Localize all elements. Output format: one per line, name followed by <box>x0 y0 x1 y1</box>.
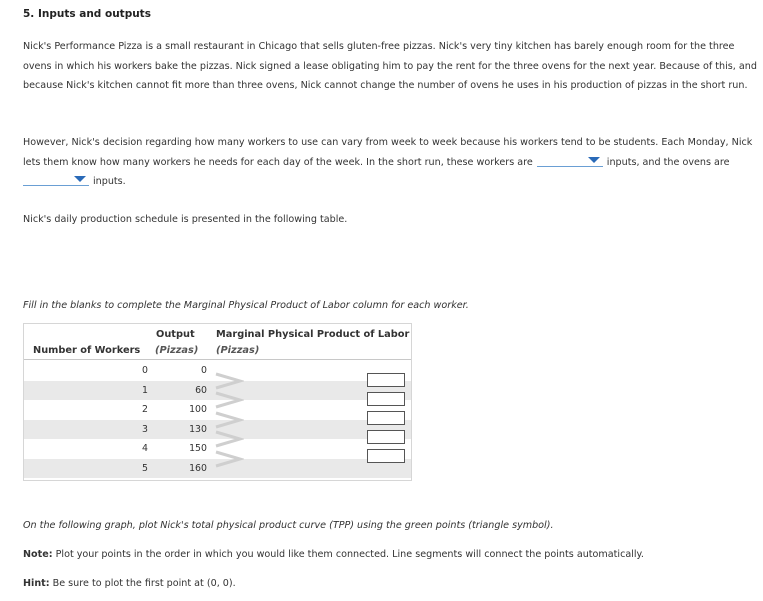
paragraph-workers-text-3: inputs. <box>93 176 126 187</box>
mpp-input-worker-2[interactable] <box>367 392 405 406</box>
graph-instruction: On the following graph, plot Nick's total physical product curve (TPP) using the green points (triangle symbol). <box>23 520 554 531</box>
output-value: 0 <box>201 365 207 376</box>
note-text: Plot your points in the order in which you would like them connected. Line segments will connect the points automatically. <box>55 549 644 560</box>
workers-value: 2 <box>142 404 148 415</box>
workers-value: 5 <box>142 462 148 474</box>
production-table <box>23 323 412 481</box>
mpp-input-worker-1[interactable] <box>367 373 405 387</box>
mpp-input-worker-5[interactable] <box>367 449 405 463</box>
chevron-right-icon <box>214 450 244 468</box>
caret-down-icon[interactable] <box>588 157 600 163</box>
paragraph-ovens: Nick's Performance Pizza is a small restaurant in Chicago that sells gluten-free pizzas. Nick's very tiny kitchen has barely enough room for the three ovens in which his workers bake the pizzas. Nick signed a lease obligating him to pay the rent for the three ovens for the next year. Because of this, and because Nick's kitchen cannot fit more than three ovens, Nick cannot change the number of ovens he uses in his production of pizzas in the short run. <box>23 41 757 91</box>
table-instruction: Fill in the blanks to complete the Marginal Physical Product of Labor column for each worker. <box>23 300 469 311</box>
header-mpp: Marginal Physical Product of Labor <box>216 329 410 340</box>
workers-input-type-dropdown[interactable] <box>537 154 603 167</box>
paragraph-workers <box>23 133 758 192</box>
hint-line <box>23 578 236 589</box>
workers-value: 0 <box>142 365 148 376</box>
hint-text: Be sure to plot the first point at (0, 0). <box>52 578 236 589</box>
ovens-input-type-dropdown[interactable] <box>23 173 89 186</box>
output-value: 100 <box>189 404 207 415</box>
note-label: Note: <box>23 549 53 560</box>
header-output-sub: (Pizzas) <box>155 345 199 356</box>
header-workers: Number of Workers <box>33 345 141 356</box>
section-title: 5. Inputs and outputs <box>23 8 151 20</box>
workers-value: 1 <box>142 384 148 396</box>
workers-value: 4 <box>142 443 148 454</box>
mpp-input-worker-3[interactable] <box>367 411 405 425</box>
workers-value: 3 <box>142 423 148 435</box>
caret-down-icon[interactable] <box>74 176 86 182</box>
chevron-right-icon <box>214 430 244 448</box>
header-output: Output <box>156 329 195 340</box>
output-value: 60 <box>195 384 207 396</box>
chevron-right-icon <box>214 391 244 409</box>
header-mpp-sub: (Pizzas) <box>216 345 260 356</box>
header-divider <box>24 359 411 360</box>
hint-label: Hint: <box>23 578 50 589</box>
output-value: 130 <box>189 423 207 435</box>
paragraph-workers-text-1: However, Nick's decision regarding how many workers to use can vary from week to week because his workers tend to be students. Each Monday, Nick lets them know how many workers he needs for each day of the week. In the short run, these workers are <box>23 137 753 168</box>
chevron-right-icon <box>214 411 244 429</box>
paragraph-schedule: Nick's daily production schedule is presented in the following table. <box>23 214 348 225</box>
paragraph-workers-text-2: inputs, and the ovens are <box>606 156 730 168</box>
output-value: 150 <box>189 443 207 454</box>
mpp-input-worker-4[interactable] <box>367 430 405 444</box>
chevron-right-icon <box>214 372 244 390</box>
note-line <box>23 549 644 560</box>
output-value: 160 <box>189 462 207 474</box>
